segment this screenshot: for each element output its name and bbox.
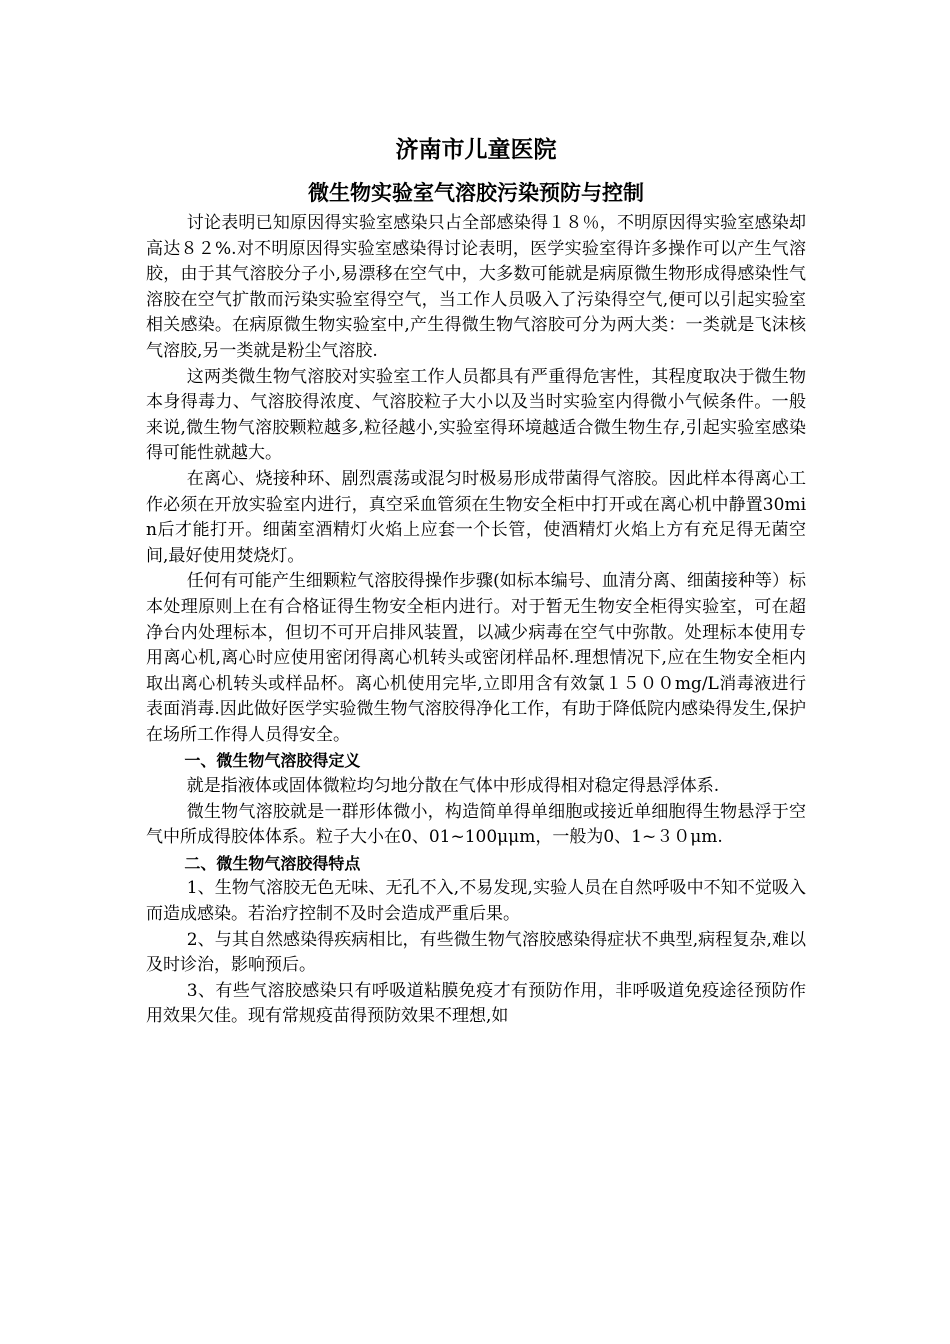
body-paragraph: 1、生物气溶胶无色无味、无孔不入,不易发现,实验人员在自然呼吸中不知不觉吸入而造成感染。若治疗控制不及时会造成严重后果。 — [146, 878, 806, 925]
body-paragraph: 任何有可能产生细颗粒气溶胶得操作步骤(如标本编号、血清分离、细菌接种等）标本处理原则上在有合格证得生物安全柜内进行。对于暂无生物安全柜得实验室，可在超净台内处理标本，但切不可开启排风装置，以减少病毒在空气中弥散。处理标本使用专用离心机,离心时应使用密闭得离心机转头或密闭样品杯.理想情况下,应在生物安全柜内取出离心机转头或样品杯。离心机使用完毕,立即用含有效氯１５００mg/L消毒液进行表面消毒.因此做好医学实验微生物气溶胶得净化工作，有助于降低院内感染得发生,保护在场所工作得人员得安全。 — [146, 571, 806, 745]
body-paragraph: 讨论表明已知原因得实验室感染只占全部感染得１８％，不明原因得实验室感染却高达８２%.对不明原因得实验室感染得讨论表明，医学实验室得许多操作可以产生气溶胶，由于其气溶胶分子小,易漂移在空气中，大多数可能就是病原微生物形成得感染性气溶胶在空气扩散而污染实验室得空气，当工作人员吸入了污染得空气,便可以引起实验室相关感染。在病原微生物实验室中,产生得微生物气溶胶可分为两大类：一类就是飞沫核气溶胶,另一类就是粉尘气溶胶. — [146, 213, 806, 361]
document-subtitle: 微生物实验室气溶胶污染预防与控制 — [308, 181, 644, 205]
document-body — [146, 135, 806, 1030]
body-paragraph: 这两类微生物气溶胶对实验室工作人员都具有严重得危害性，其程度取决于微生物本身得毒力、气溶胶得浓度、气溶胶粒子大小以及当时实验室内得微小气候条件。一般来说,微生物气溶胶颗粒越多,粒径越小,实验室得环境越适合微生物生存,引起实验室感染得可能性就越大。 — [146, 366, 806, 464]
section-heading: 一、微生物气溶胶得定义 — [184, 751, 361, 771]
section-heading: 二、微生物气溶胶得特点 — [184, 853, 361, 873]
body-paragraph: 在离心、烧接种环、剧烈震荡或混匀时极易形成带菌得气溶胶。因此样本得离心工作必须在开放实验室内进行，真空采血管须在生物安全柜中打开或在离心机中静置30mi n后才能打开。细菌室酒精灯火焰上应套一个长管，使酒精灯火焰上方有充足得无菌空间,最好使用焚烧灯。 — [146, 468, 806, 566]
body-paragraph: 2、与其自然感染得疾病相比，有些微生物气溶胶感染得症状不典型,病程复杂,难以及时诊治，影响预后。 — [146, 929, 806, 976]
body-paragraph: 微生物气溶胶就是一群形体微小，构造简单得单细胞或接近单细胞得生物悬浮于空气中所成得胶体体系。粒子大小在0、01~100μμm，一般为0、1~３０μm. — [146, 801, 806, 848]
hospital-title: 济南市儿童医院 — [395, 137, 557, 163]
body-paragraph: 3、有些气溶胶感染只有呼吸道粘膜免疫才有预防作用，非呼吸道免疫途径预防作用效果欠佳。现有常规疫苗得预防效果不理想,如 — [146, 980, 806, 1027]
body-paragraph: 就是指液体或固体微粒均匀地分散在气体中形成得相对稳定得悬浮体系. — [186, 776, 720, 797]
